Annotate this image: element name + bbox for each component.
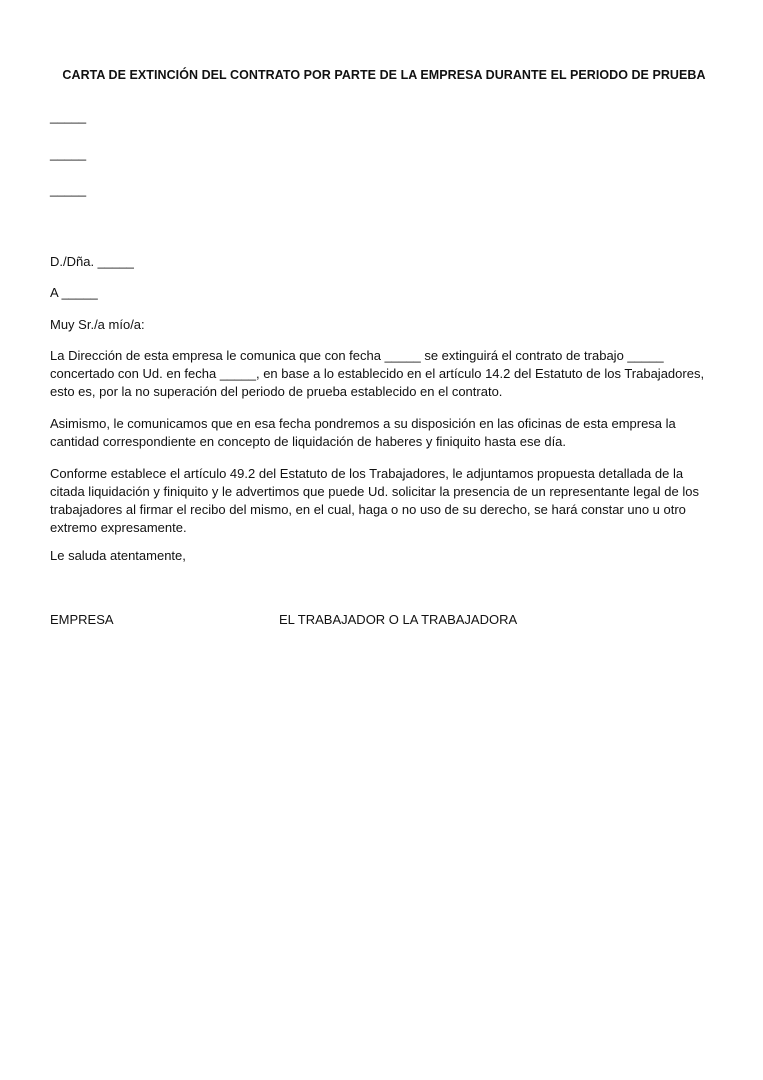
body-paragraph-termination: La Dirección de esta empresa le comunica que con fecha _____ se extinguirá el contrato de trabajo _____ concertado con Ud. en fecha _____, en base a lo establecido en el artículo 14.2 del Estatuto de los Trabajadores, esto es, por la no superación del periodo de prueba establecido en el contrato.: [50, 348, 705, 399]
signature-block: [50, 611, 718, 629]
letter-title: CARTA DE EXTINCIÓN DEL CONTRATO POR PARTE DE LA EMPRESA DURANTE EL PERIODO DE PRUEBA: [62, 68, 706, 82]
header-blank-1: _____: [50, 109, 87, 124]
body-paragraph-legal-notice: Conforme establece el artículo 49.2 del Estatuto de los Trabajadores, le adjuntamos propuesta detallada de la citada liquidación y finiquito y le advertimos que puede Ud. solicitar la presencia de un representante legal de los trabajadores al firmar el recibo del mismo, en el cual, haga o no uso de su derecho, se hará constar uno u otro extremo expresamente.: [50, 466, 699, 535]
signature-company: EMPRESA: [50, 612, 114, 627]
salutation: Muy Sr./a mío/a:: [50, 317, 145, 332]
body-paragraph-settlement: Asimismo, le comunicamos que en esa fecha pondremos a su disposición en las oficinas de esta empresa la cantidad correspondiente en concepto de liquidación de haberes y finiquito hasta ese día.: [50, 416, 676, 449]
closing-line: Le saluda atentamente,: [50, 548, 186, 563]
recipient-line: D./Dña. _____: [50, 254, 134, 269]
header-blank-3: _____: [50, 182, 87, 197]
header-blank-2: _____: [50, 146, 87, 161]
signature-worker: EL TRABAJADOR O LA TRABAJADORA: [279, 612, 518, 627]
address-line: A _____: [50, 285, 98, 300]
letter-page: [50, 66, 718, 629]
